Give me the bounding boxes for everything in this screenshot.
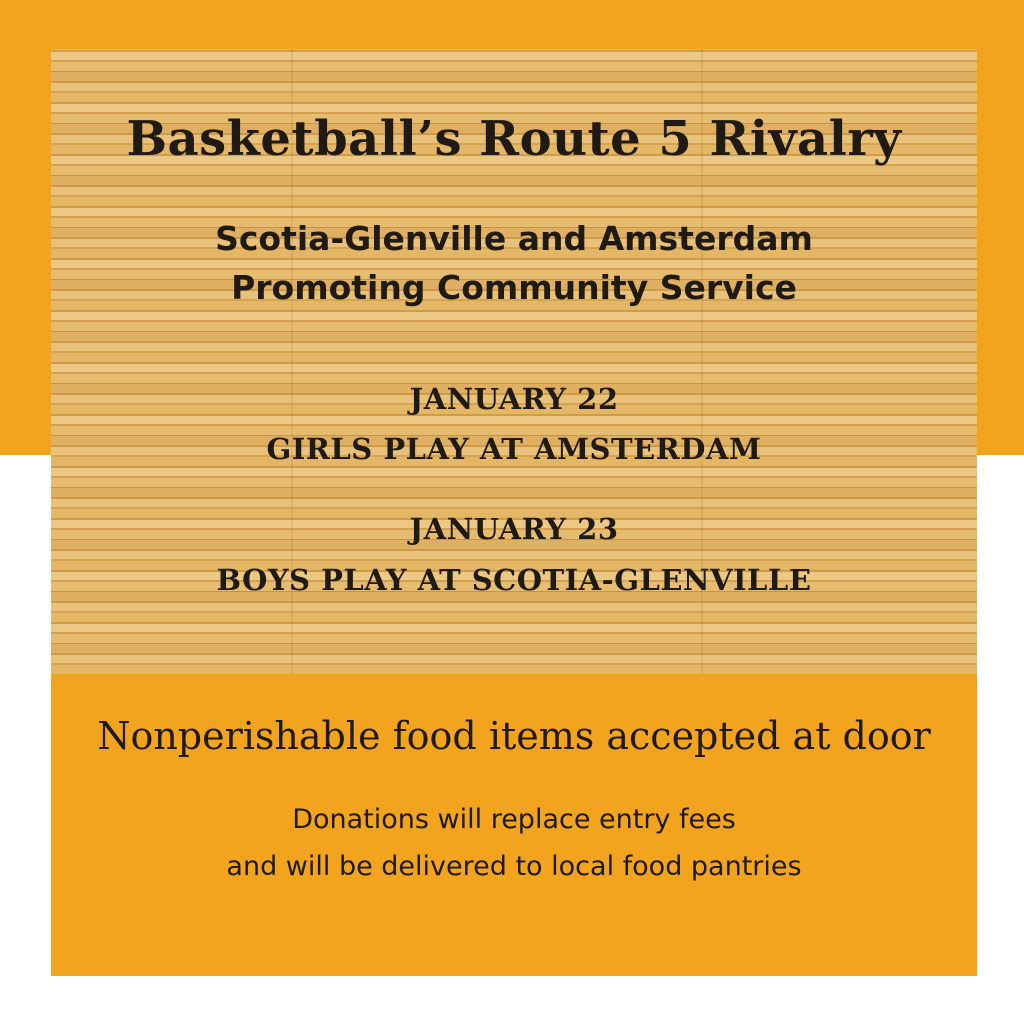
food-notice: Nonperishable food items accepted at door — [97, 714, 931, 758]
donation-text-line1: Donations will replace entry fees — [292, 804, 736, 835]
poster-title: Basketball’s Route 5 Rivalry — [126, 111, 902, 167]
poster-card — [51, 49, 977, 976]
wood-floor-panel — [51, 49, 977, 674]
subtitle-purpose: Promoting Community Service — [231, 268, 797, 307]
event-date-girls: JANUARY 22 — [409, 382, 619, 416]
event-detail-girls: GIRLS PLAY AT AMSTERDAM — [266, 432, 762, 466]
donation-panel — [51, 674, 977, 976]
donation-text-line2: and will be delivered to local food pantries — [226, 851, 802, 882]
subtitle-teams: Scotia-Glenville and Amsterdam — [215, 219, 813, 258]
event-detail-boys: BOYS PLAY AT SCOTIA-GLENVILLE — [216, 563, 812, 597]
event-date-boys: JANUARY 23 — [409, 512, 619, 546]
